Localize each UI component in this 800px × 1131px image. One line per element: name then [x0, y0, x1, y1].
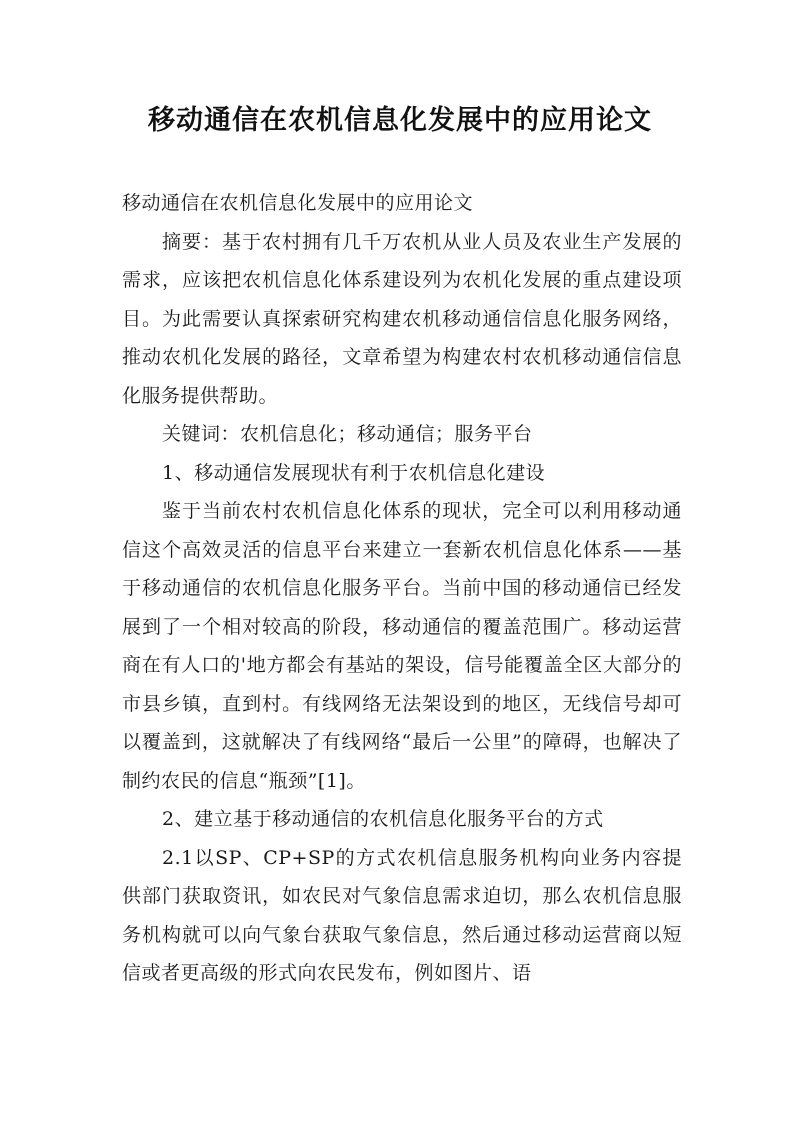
section-heading-1: 1、移动通信发展现状有利于农机信息化建设 [162, 461, 546, 484]
keywords-paragraph: 关键词：农机信息化；移动通信；服务平台 [162, 423, 533, 445]
document-body [122, 184, 682, 993]
section-2-1-paragraph: 2.1以SP、CP+SP的方式农机信息服务机构向业务内容提供部门获取资讯，如农民对气象信息需求迫切，那么农机信息服务机构就可以向气象台获取气象信息，然后通过移动运营商以短信或者更高级的形式向农民发布，例如图片、语 [122, 846, 682, 984]
subtitle-paragraph: 移动通信在农机信息化发展中的应用论文 [122, 192, 474, 214]
abstract-paragraph: 摘要：基于农村拥有几千万农机从业人员及农业生产发展的需求，应该把农机信息化体系建设列为农机化发展的重点建设项目。为此需要认真探索研究构建农机移动通信信息化服务网络，推动农机化发展的路径，文章希望为构建农村农机移动通信信息化服务提供帮助。 [122, 230, 682, 407]
section-heading-2: 2、建立基于移动通信的农机信息化服务平台的方式 [162, 808, 604, 830]
document-title: 移动通信在农机信息化发展中的应用论文 [148, 105, 652, 136]
section-1-paragraph: 鉴于当前农村农机信息化体系的现状，完全可以利用移动通信这个高效灵活的信息平台来建立一套新农机信息化体系——基于移动通信的农机信息化服务平台。当前中国的移动通信已经发展到了一个相对较高的阶段，移动通信的覆盖范围广。移动运营商在有人口的'地方都会有基站的架设，信号能覆盖全区大部分的市县乡镇，直到村。有线网络无法架设到的地区，无线信号却可以覆盖到，这就解决了有线网络“最后一公里”的障碍，也解决了制约农民的信息“瓶颈”[1]。 [122, 500, 682, 792]
